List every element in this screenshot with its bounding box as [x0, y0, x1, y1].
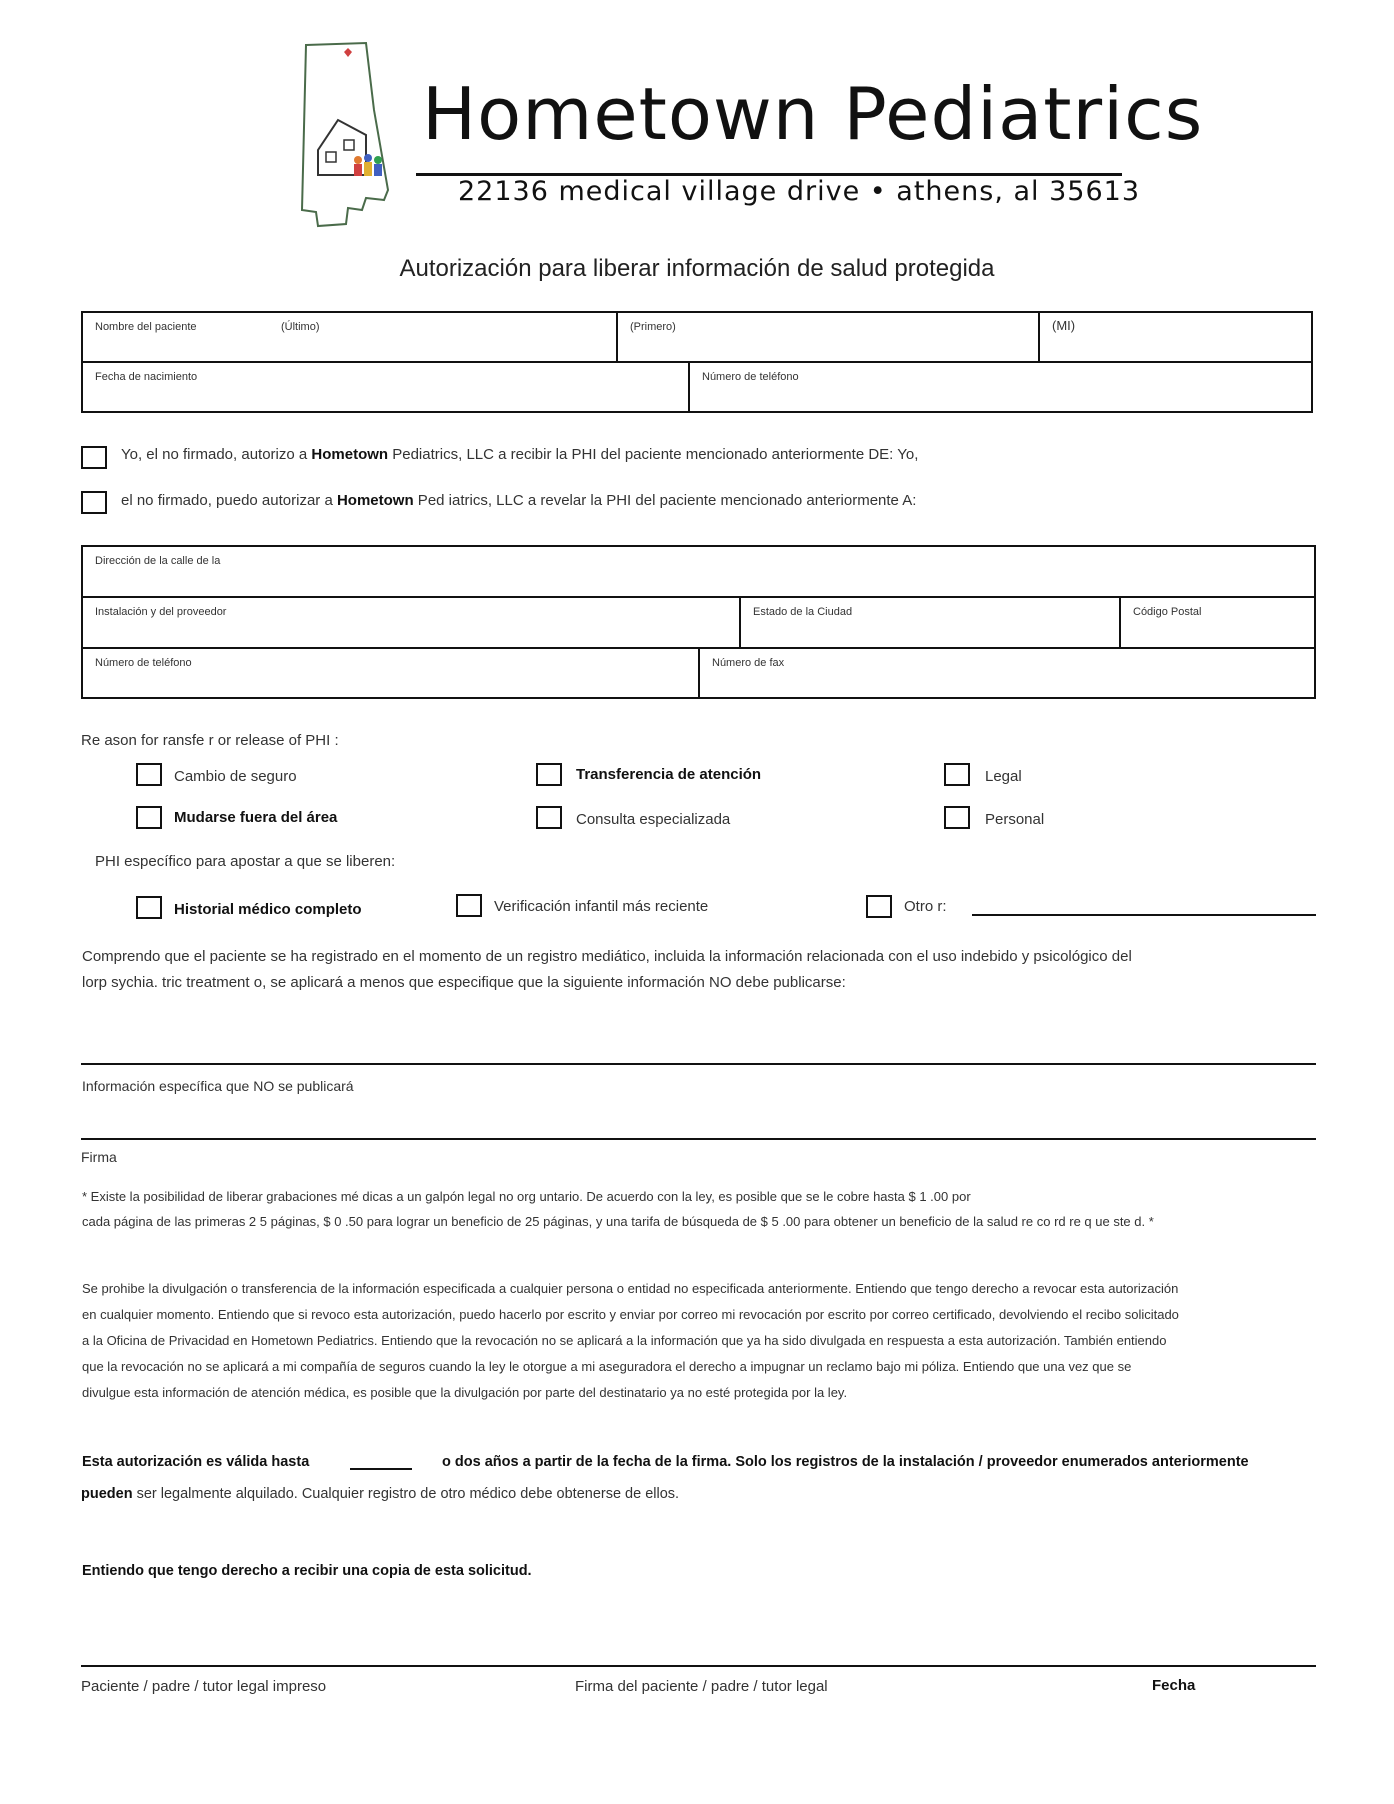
provider-phone-label: Número de teléfono	[95, 657, 192, 669]
form-title: Autorización para liberar información de salud protegida	[399, 255, 995, 282]
street-address-label: Dirección de la calle de la	[95, 555, 221, 567]
authorize-receive-text: Yo, el no firmado, autorizo a Hometown Pediatrics, LLC a recibir la PHI del paciente mencionado anteriormente DE: Yo,	[121, 446, 919, 463]
fees-line-1: * Existe la posibilidad de liberar grabaciones mé dicas a un galpón legal no org untario. De acuerdo con la ley, es posible que se le cobre hasta $ 1 .00 por	[82, 1189, 971, 1204]
understanding-line-2: lorp sychia. tric treatment o, se aplicará a menos que especifique que la siguiente información NO debe publicarse:	[82, 974, 846, 991]
printed-name-label: Paciente / padre / tutor legal impreso	[81, 1678, 327, 1695]
reason-specialist-label: Consulta especializada	[576, 811, 731, 828]
city-state-label: Estado de la Ciudad	[753, 606, 853, 618]
reason-personal-checkbox[interactable]	[944, 806, 970, 829]
reason-personal-label: Personal	[985, 811, 1045, 828]
disclosure-line-5: divulgue esta información de atención médica, es posible que la divulgación por parte del destinatario ya no esté protegida por la ley.	[82, 1385, 848, 1400]
guardian-signature-label: Firma del paciente / padre / tutor legal	[575, 1678, 828, 1695]
patient-last-name-field[interactable]	[83, 313, 616, 361]
provider-facility-field[interactable]	[83, 598, 739, 647]
reason-legal-label: Legal	[985, 768, 1022, 785]
facility-label: Instalación y del proveedor	[95, 606, 227, 618]
signature-input-line[interactable]	[81, 1138, 1316, 1140]
final-signature-line[interactable]	[81, 1665, 1316, 1667]
phi-complete-record-checkbox[interactable]	[136, 896, 162, 919]
zip-label: Código Postal	[1133, 606, 1202, 618]
reason-transfer-of-care-label: Transferencia de atención	[576, 766, 762, 783]
disclosure-line-3: a la Oficina de Privacidad en Hometown Pediatrics. Entiendo que la revocación no se aplicará a la información que ya ha sido divulgada en respuesta a esta autorización. También entiendo	[82, 1333, 1167, 1348]
last-name-label: (Último)	[281, 321, 320, 333]
fees-line-2: cada página de las primeras 2 5 páginas, $ 0 .50 para lograr un beneficio de 25 páginas, y una tarifa de búsqueda de $ 5 .00 para obtener un beneficio de la salud re co rd re q ue ste d. *	[82, 1214, 1154, 1229]
reason-moving-checkbox[interactable]	[136, 806, 162, 829]
patient-info-box	[81, 311, 1313, 413]
disclosure-line-4: que la revocación no se aplicará a mi compañía de seguros cuando la ley le otorgue a mi aseguradora el derecho a impugnar un reclamo bajo mi póliza. Entiendo que una vez que se	[82, 1359, 1132, 1374]
patient-mi-field[interactable]	[1040, 313, 1310, 361]
reason-insurance-change-label: Cambio de seguro	[174, 768, 297, 785]
fax-label: Número de fax	[712, 657, 785, 669]
date-label: Fecha	[1152, 1677, 1196, 1694]
phi-other-checkbox[interactable]	[866, 895, 892, 918]
reason-insurance-change-checkbox[interactable]	[136, 763, 162, 786]
patient-phone-field[interactable]	[690, 363, 1310, 411]
alabama-state-logo	[296, 40, 416, 230]
brand-name: Hometown Pediatrics	[422, 72, 1204, 156]
validity-line-2: pueden ser legalmente alquilado. Cualquier registro de otro médico debe obtenerse de ellos.	[81, 1486, 680, 1502]
phi-other-label: Otro r:	[904, 898, 947, 915]
not-released-label: Información específica que NO se publicará	[82, 1078, 354, 1094]
validity-post-text: o dos años a partir de la fecha de la firma. Solo los registros de la instalación / proveedor enumerados anteriormente	[442, 1454, 1249, 1470]
date-of-birth-field[interactable]	[83, 363, 688, 411]
patient-first-name-field[interactable]	[618, 313, 1038, 361]
reason-transfer-of-care-checkbox[interactable]	[536, 763, 562, 786]
understanding-line-1: Comprendo que el paciente se ha registrado en el momento de un registro mediático, incluida la información relacionada con el uso indebido y psicológico del	[82, 948, 1132, 965]
clinic-address: 22136 medical village drive • athens, al 35613	[458, 176, 1141, 207]
reason-specialist-checkbox[interactable]	[536, 806, 562, 829]
provider-city-state-field[interactable]	[741, 598, 1119, 647]
patient-name-label: Nombre del paciente	[95, 321, 197, 333]
copy-right-statement: Entiendo que tengo derecho a recibir una copia de esta solicitud.	[82, 1563, 532, 1579]
phi-complete-record-label: Historial médico completo	[174, 901, 362, 918]
reasons-heading: Re ason for ransfe r or release of PHI :	[81, 732, 339, 749]
phi-recent-checkup-label: Verificación infantil más reciente	[494, 898, 709, 915]
authorize-release-checkbox[interactable]	[81, 491, 107, 514]
authorize-release-text: el no firmado, puedo autorizar a Hometown Ped iatrics, LLC a revelar la PHI del paciente mencionado anteriormente A:	[121, 492, 917, 509]
reason-legal-checkbox[interactable]	[944, 763, 970, 786]
provider-phone-field[interactable]	[83, 649, 698, 697]
authorize-receive-checkbox[interactable]	[81, 446, 107, 469]
validity-pre-text: Esta autorización es válida hasta	[82, 1454, 310, 1470]
disclosure-line-2: en cualquier momento. Entiendo que si revoco esta autorización, puedo hacerlo por escrito y enviar por correo mi revocación por escrito por correo certificado, devolviendo el recibo solicitado	[82, 1307, 1179, 1322]
provider-zip-field[interactable]	[1121, 598, 1314, 647]
first-name-label: (Primero)	[630, 321, 676, 333]
specific-phi-heading: PHI específico para apostar a que se liberen:	[95, 853, 396, 870]
provider-info-box	[81, 545, 1316, 699]
dob-label: Fecha de nacimiento	[95, 371, 198, 383]
disclosure-line-1: Se prohibe la divulgación o transferencia de la información especificada a cualquier persona o entidad no especificada anteriormente. Entiendo que tengo derecho a revocar esta autorización	[82, 1281, 1179, 1296]
patient-phone-label: Número de teléfono	[702, 371, 799, 383]
phi-other-input-line[interactable]	[972, 914, 1316, 916]
phi-recent-checkup-checkbox[interactable]	[456, 894, 482, 917]
signature-label: Firma	[81, 1149, 117, 1165]
reason-moving-label: Mudarse fuera del área	[174, 809, 338, 826]
provider-street-field[interactable]	[83, 547, 1314, 596]
provider-fax-field[interactable]	[700, 649, 1314, 697]
mi-label: (MI)	[1052, 318, 1076, 333]
validity-date-input-line[interactable]	[350, 1468, 412, 1470]
not-released-input-line[interactable]	[81, 1063, 1316, 1065]
